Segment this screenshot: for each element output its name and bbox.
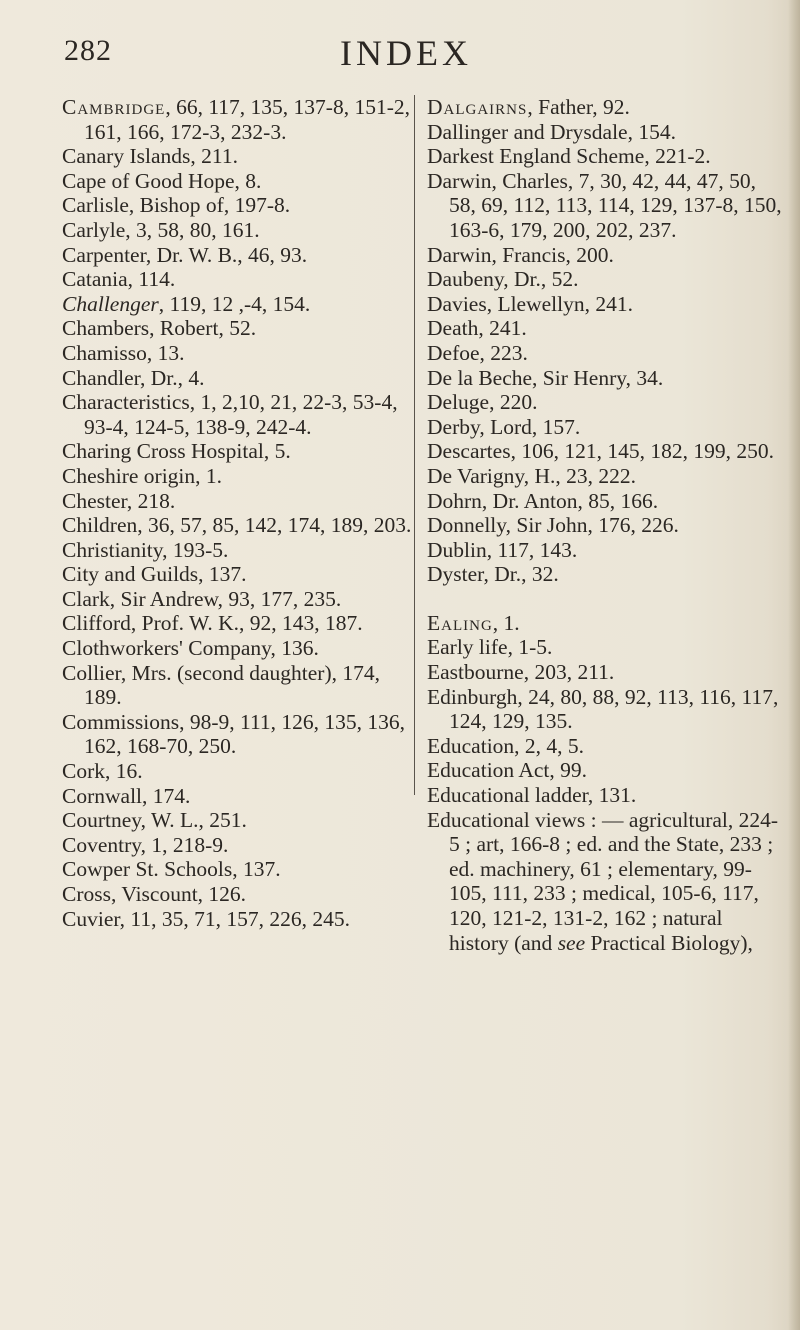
entry-text: Cross, Viscount, 126. [62,882,247,906]
entry-text: De Varigny, H., 23, 222. [427,463,637,488]
entry-text: Education Act, 99. [427,758,588,783]
index-entry [427,611,787,636]
entry-text: Deluge, 220. [427,390,538,415]
index-entry [62,316,412,341]
entry-text: Characteristics, 1, 2,10, 21, 22-3, 53-4, 93-4, 124-5, 138-9, 242-4. [62,390,398,439]
index-entry [427,415,787,440]
entry-text: Clifford, Prof. W. K., 92, 143, 187. [62,611,363,636]
entry-italic-term: see [557,930,586,955]
entry-text: Dohrn, Dr. Anton, 85, 166. [427,488,659,513]
entry-text: Charing Cross Hospital, 5. [62,439,291,464]
entry-heading: Dalgairns [427,95,528,119]
entry-heading: Cambridge [62,95,166,119]
entry-text: Darwin, Charles, 7, 30, 42, 44, 47, 50, 58, 69, 112, 113, 114, 129, 137-8, 150, 163-6, 179, 200, 202, 237. [427,168,782,242]
index-entry [62,562,412,587]
entry-text: Chambers, Robert, 52. [62,316,257,341]
section-gap [427,587,787,611]
entry-text: Catania, 114. [62,267,176,292]
index-entry [62,661,412,710]
index-entry [62,882,412,907]
index-entry [62,366,412,391]
entry-italic-term: Challenger [62,291,159,316]
entry-text: Descartes, 106, 121, 145, 182, 199, 250. [427,439,774,464]
entry-text: Derby, Lord, 157. [427,414,581,439]
index-entry [427,464,787,489]
index-entry [427,292,787,317]
index-entry [427,243,787,268]
index-entry [427,685,787,734]
index-entry [427,169,787,243]
index-entry [427,390,787,415]
entry-text: De la Beche, Sir Henry, 34. [427,365,664,390]
entry-text: Davies, Llewellyn, 241. [427,291,633,316]
entry-text: Practical Biology), [585,930,753,955]
entry-text: Chamisso, 13. [62,340,185,365]
index-entry [427,316,787,341]
entry-text: Cuvier, 11, 35, 71, 157, 226, 245. [62,906,350,931]
entry-text: , 66, 117, 135, 137-8, 151-2, 161, 166, 172-3, 232-3. [84,95,410,144]
entry-text: Cape of Good Hope, 8. [62,168,262,193]
entry-text: Education, 2, 4, 5. [427,733,585,758]
index-entry [62,218,412,243]
index-entry [62,611,412,636]
entry-text: Dallinger and Drysdale, 154. [427,119,676,144]
index-entry [427,267,787,292]
index-entry [62,439,412,464]
index-entry [62,808,412,833]
entry-text: Carpenter, Dr. W. B., 46, 93. [62,242,308,267]
index-entry [427,439,787,464]
entry-text: Educational ladder, 131. [427,783,637,808]
index-entry [427,660,787,685]
index-column-right [427,95,787,955]
entry-text: Children, 36, 57, 85, 142, 174, 189, 203. [62,513,412,538]
entry-text: (and [514,930,558,955]
index-entry [62,292,412,317]
entry-text: , 1. [492,610,520,635]
entry-text: Collier, Mrs. (second daughter), 174, 189. [62,660,380,710]
entry-text: Courtney, W. L., 251. [62,808,247,833]
entry-text: Commissions, 98-9, 111, 126, 135, 136, 162, 168-70, 250. [62,709,406,759]
entry-text: Cowper St. Schools, 137. [62,857,281,882]
entry-text: Darkest England Scheme, 221-2. [427,144,711,169]
entry-text: Coventry, 1, 218-9. [62,832,229,857]
index-entry [427,144,787,169]
entry-text: , Father, 92. [527,95,630,119]
index-entry [427,635,787,660]
index-entry [427,489,787,514]
entry-text: Cheshire origin, 1. [62,463,223,488]
index-entry [427,758,787,783]
entry-text: Carlisle, Bishop of, 197-8. [62,193,291,218]
entry-text: Darwin, Francis, 200. [427,242,614,267]
entry-text: Carlyle, 3, 58, 80, 161. [62,217,260,242]
index-entry [62,538,412,563]
entry-text: Edinburgh, 24, 80, 88, 92, 113, 116, 117, 124, 129, 135. [427,684,779,734]
entry-text: Cork, 16. [62,759,143,784]
page-title: INDEX [340,33,472,73]
entry-text: Canary Islands, 211. [62,144,238,169]
index-entry [62,907,412,932]
index-entry [62,636,412,661]
entry-text: Dublin, 117, 143. [427,537,578,562]
index-entry [427,120,787,145]
entry-text: Cornwall, 174. [62,783,191,808]
index-entry [62,95,412,144]
entry-text: Dyster, Dr., 32. [427,562,559,587]
entry-text: Death, 241. [427,316,527,341]
index-entry [62,857,412,882]
entry-text: Clothworkers' Company, 136. [62,636,319,661]
page-edge-shadow [788,0,800,1330]
index-entry [62,759,412,784]
index-entry [62,169,412,194]
entry-text: Chandler, Dr., 4. [62,365,205,390]
index-entry [427,538,787,563]
entry-text: Christianity, 193-5. [62,537,229,562]
index-entry [427,366,787,391]
index-entry [62,513,412,538]
index-entry [62,267,412,292]
column-divider [414,95,415,795]
index-entry [62,710,412,759]
index-entry [427,783,787,808]
index-entry [427,95,787,120]
index-entry [427,562,787,587]
index-entry [62,489,412,514]
index-entry [62,464,412,489]
entry-text: Eastbourne, 203, 211. [427,660,615,685]
index-entry [427,808,787,956]
entry-text: Daubeny, Dr., 52. [427,267,579,292]
index-entry [62,341,412,366]
index-entry [62,390,412,439]
index-entry [62,833,412,858]
index-entry [62,243,412,268]
index-entry [62,587,412,612]
index-entry [62,784,412,809]
index-column-left [62,95,412,931]
index-entry [62,193,412,218]
entry-text: Early life, 1-5. [427,635,553,660]
index-entry [427,341,787,366]
entry-text: Chester, 218. [62,488,176,513]
index-entry [62,144,412,169]
entry-text: Defoe, 223. [427,340,528,365]
entry-text: Donnelly, Sir John, 176, 226. [427,513,679,538]
page-header [0,32,800,82]
entry-heading: Ealing [427,610,493,635]
entry-text: City and Guilds, 137. [62,562,247,587]
index-entry [427,513,787,538]
entry-text: , 119, 12 ,-4, 154. [158,291,311,316]
index-entry [427,734,787,759]
entry-text: Educational views : — agricultural, 224-5 ; art, 166-8 ; ed. and the State, 233 ; ed. machinery, 61 ; elementary, 99-105, 111, 233 ; medical, 105-6, 117, 120, 121-2, 131-2, 162 ; natural history [427,807,779,955]
entry-text: Clark, Sir Andrew, 93, 177, 235. [62,586,342,611]
page-number: 282 [64,34,112,67]
